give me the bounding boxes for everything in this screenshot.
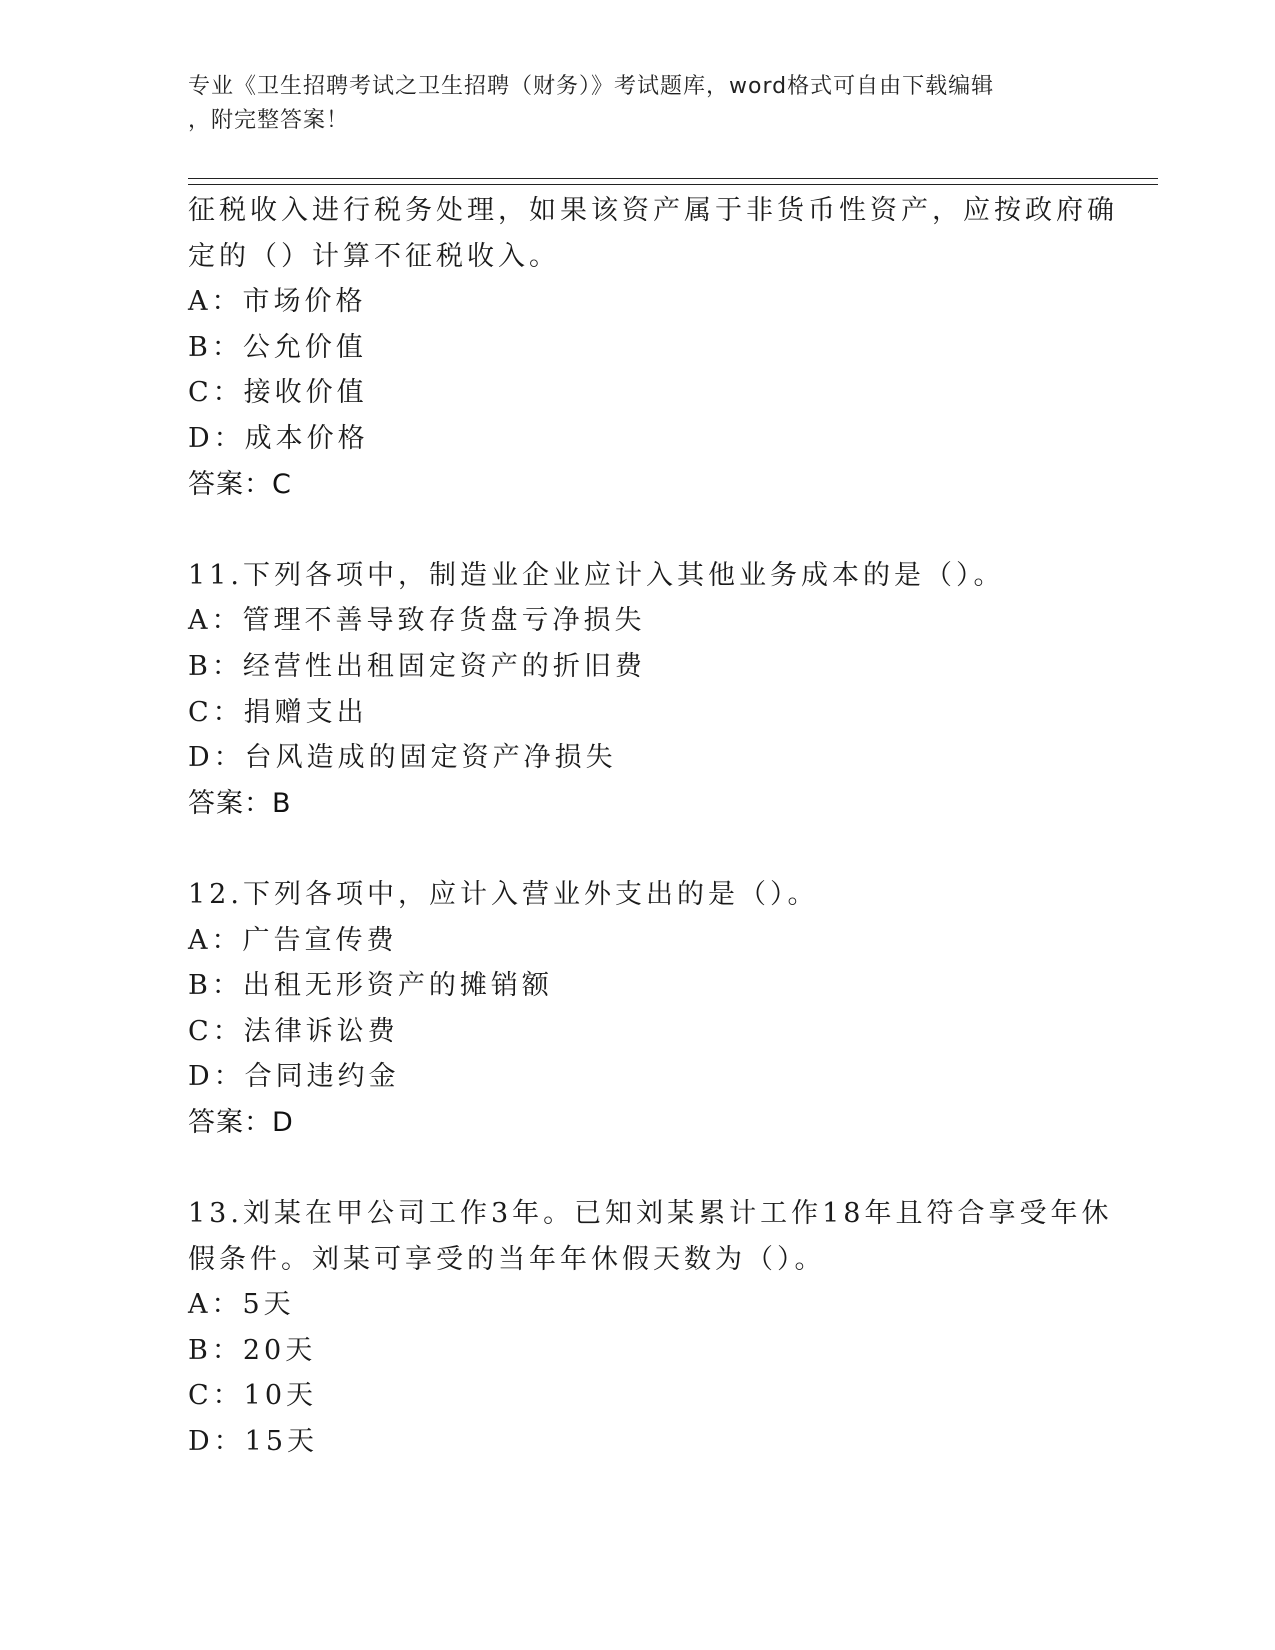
question-10 [188,188,1118,507]
option-d: D：合同违约金 [188,1061,400,1093]
question-spacer [188,507,1088,553]
question-stem-line: 13.刘某在甲公司工作3年。已知刘某累计工作18年且符合享受年休 [188,1198,1113,1230]
option-a: A：管理不善导致存货盘亏净损失 [188,605,646,637]
question-stem-line: 征税收入进行税务处理，如果该资产属于非货币性资产，应按政府确 [188,195,1118,226]
option-a: A：5天 [188,1289,295,1321]
option-b: B：经营性出租固定资产的折旧费 [188,650,646,682]
option-c: C：法律诉讼费 [188,1015,399,1047]
header-divider-bottom [188,184,1158,185]
question-list [188,188,1118,1465]
answer-label: 答案：B [188,787,292,819]
option-a: A：广告宣传费 [188,924,398,956]
question-spacer [188,826,1088,872]
question-stem-line: 假条件。刘某可享受的当年年休假天数为（）。 [188,1243,826,1275]
header-title-line: 专业《卫生招聘考试之卫生招聘（财务）》考试题库，word格式可自由下载编辑 [188,74,995,99]
option-b: B：出租无形资产的摊销额 [188,970,553,1002]
question-stem-line: 11.下列各项中，制造业企业应计入其他业务成本的是（）。 [188,559,1005,591]
question-spacer [188,1145,1088,1191]
option-b: B：公允价值 [188,331,367,363]
option-d: D：台风造成的固定资产净损失 [188,742,617,774]
question-12 [188,872,1088,1146]
question-stem-line: 12.下列各项中，应计入营业外支出的是（）。 [188,878,819,910]
question-stem-line: 定的（）计算不征税收入。 [188,240,560,272]
answer-label: 答案：C [188,468,292,500]
option-d: D：15天 [188,1426,319,1458]
header-divider-top [188,178,1158,179]
option-c: C：接收价值 [188,377,368,409]
header-title-continuation: ，附完整答案！ [188,108,350,133]
option-c: C：捐赠支出 [188,696,368,728]
option-d: D：成本价格 [188,422,369,454]
option-c: C：10天 [188,1380,318,1412]
option-b: B：20天 [188,1334,317,1366]
document-header [188,70,1068,138]
question-13 [188,1191,1113,1465]
question-11 [188,553,1088,827]
answer-label: 答案：D [188,1106,294,1138]
option-a: A：市场价格 [188,286,367,318]
